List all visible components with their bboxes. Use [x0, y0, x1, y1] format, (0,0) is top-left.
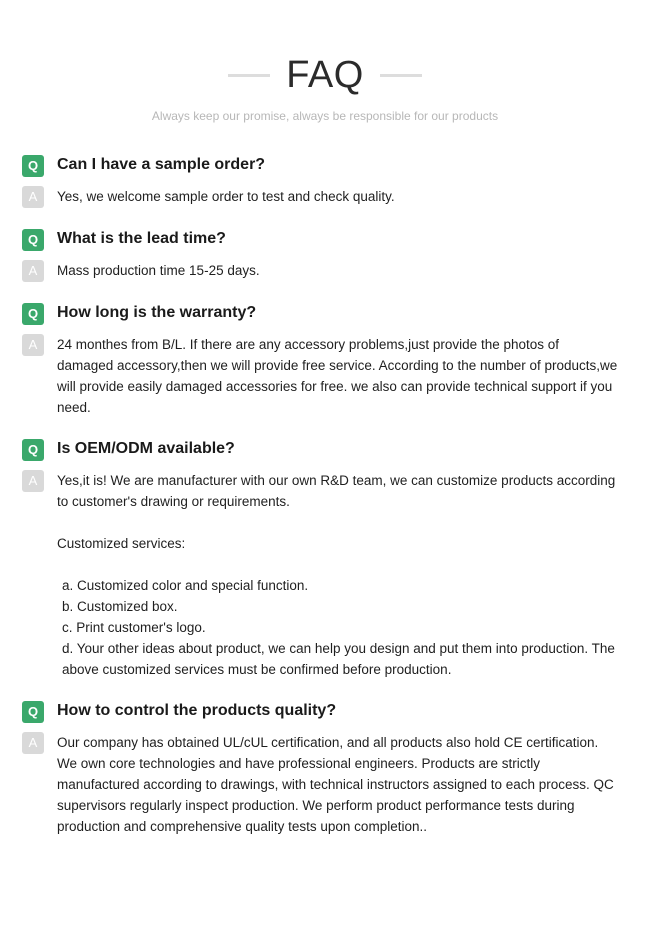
faq-question-row[interactable]	[22, 228, 620, 251]
faq-answer-list-item: a. Customized color and special function.	[62, 578, 309, 593]
faq-answer-row	[22, 333, 620, 418]
faq-answer-body	[57, 185, 395, 207]
faq-question-row[interactable]	[22, 154, 620, 177]
faq-question-row[interactable]	[22, 438, 620, 461]
faq-item	[22, 438, 620, 680]
faq-question-text: What is the lead time?	[57, 230, 226, 247]
faq-item	[22, 228, 620, 282]
faq-item	[22, 302, 620, 418]
page-subtitle: Always keep our promise, always be responsible for our products	[151, 109, 499, 123]
faq-answer-paragraph: Our company has obtained UL/cUL certification, and all products also hold CE certification. We own core technologies and have professional engineers. Products are strictly manufactured according to drawings, with technical instructors assigned to each process. QC supervisors regularly inspect production. We perform product performance tests during production and comprehensive quality tests upon completion..	[57, 735, 614, 834]
faq-header	[0, 0, 650, 124]
faq-item	[22, 154, 620, 208]
faq-question-row[interactable]	[22, 700, 620, 723]
faq-answer-paragraph: Yes,it is! We are manufacturer with our own R&D team, we can customize products according to customer's drawing or requirements.	[57, 473, 616, 509]
faq-answer-body	[57, 333, 619, 418]
faq-answer-body	[57, 469, 619, 680]
question-badge: Q	[22, 701, 44, 723]
faq-answer-paragraph: 24 monthes from B/L. If there are any accessory problems,just provide the photos of damaged accessory,then we will provide free service. According to the number of products,we will provide easily damaged accessories for free. we also can provide technical support if you need.	[57, 337, 618, 415]
faq-answer-list	[57, 575, 619, 680]
faq-question-text: Is OEM/ODM available?	[57, 440, 235, 457]
faq-question-text: Can I have a sample order?	[57, 156, 266, 173]
faq-answer-paragraph: Yes, we welcome sample order to test and check quality.	[57, 189, 395, 204]
answer-badge: A	[22, 334, 44, 356]
faq-answer-list-item: c. Print customer's logo.	[62, 620, 206, 635]
answer-badge: A	[22, 186, 44, 208]
faq-answer-paragraph: Mass production time 15-25 days.	[57, 263, 260, 278]
faq-answer-row	[22, 731, 620, 837]
faq-answer-body	[57, 259, 260, 281]
faq-question-text: How to control the products quality?	[57, 702, 337, 719]
faq-answer-paragraph: Customized services:	[57, 536, 186, 551]
faq-list	[0, 154, 650, 837]
faq-answer-row	[22, 185, 620, 208]
question-badge: Q	[22, 155, 44, 177]
answer-badge: A	[22, 470, 44, 492]
answer-badge: A	[22, 732, 44, 754]
right-dash-icon	[380, 74, 422, 77]
faq-question-text: How long is the warranty?	[57, 304, 257, 321]
faq-answer-body	[57, 731, 619, 837]
answer-badge: A	[22, 260, 44, 282]
question-badge: Q	[22, 229, 44, 251]
faq-answer-row	[22, 259, 620, 282]
question-badge: Q	[22, 303, 44, 325]
faq-answer-list-item: d. Your other ideas about product, we can help you design and put them into production. The above customized services must be confirmed before production.	[62, 641, 615, 677]
title-row	[0, 52, 650, 98]
faq-answer-list-item: b. Customized box.	[62, 599, 178, 614]
left-dash-icon	[228, 74, 270, 77]
faq-item	[22, 700, 620, 837]
page-title: FAQ	[286, 54, 364, 96]
question-badge: Q	[22, 439, 44, 461]
faq-question-row[interactable]	[22, 302, 620, 325]
faq-answer-row	[22, 469, 620, 680]
